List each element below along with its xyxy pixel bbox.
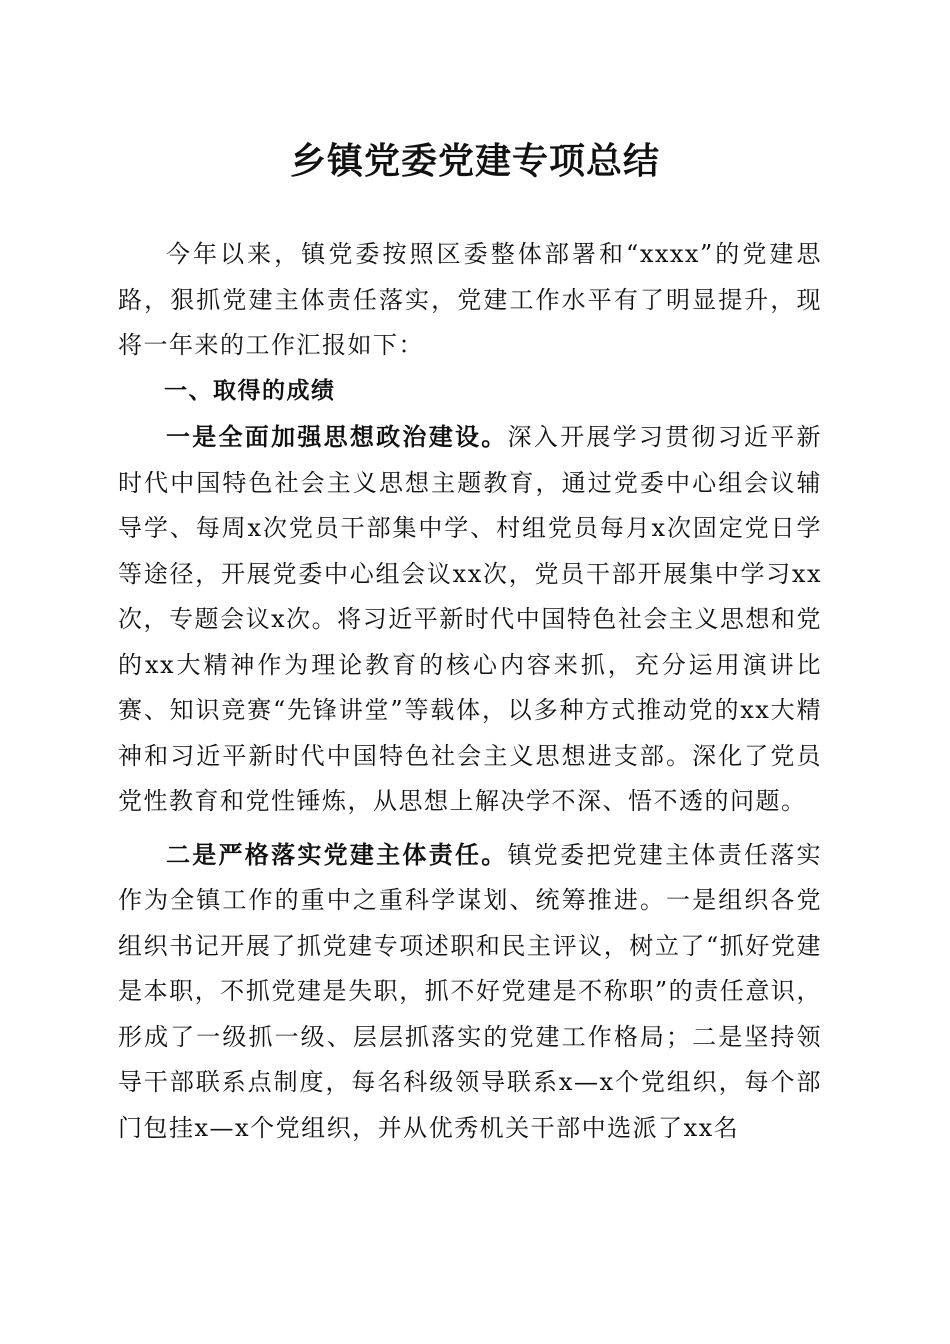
intro-paragraph: 今年以来，镇党委按照区委整体部署和“xxxx”的党建思路，狠抓党建主体责任落实，党建工作水平有了明显提升，现将一年来的工作汇报如下：	[118, 240, 822, 359]
document-title: 乡镇党委党建专项总结	[289, 140, 660, 182]
paragraph-1	[118, 414, 822, 825]
paragraph-2	[118, 832, 822, 1152]
paragraph-2-lead: 二是严格落实党建主体责任。	[166, 839, 508, 869]
document-body	[118, 232, 822, 1151]
paragraph-2-body: 镇党委把党建主体责任落实作为全镇工作的重中之重科学谋划、统筹推进。一是组织各党组织书记开展了抓党建专项述职和民主评议，树立了“抓好党建是本职，不抓党建是失职，抓不好党建是不称职”的责任意识，形成了一级抓一级、层层抓落实的党建工作格局；二是坚持领导干部联系点制度，每名科级领导联系x—x个党组织，每个部门包挂x—x个党组织，并从优秀机关干部中选派了xx名	[118, 840, 823, 1142]
paragraph-1-body: 深入开展学习贯彻习近平新时代中国特色社会主义思想主题教育，通过党委中心组会议辅导学、每周x次党员干部集中学、村组党员每月x次固定党日学等途径，开展党委中心组会议xx次，党员干部开展集中学习xx次，专题会议x次。将习近平新时代中国特色社会主义思想和党的xx大精神作为理论教育的核心内容来抓，充分运用演讲比赛、知识竞赛“先锋讲堂”等载体，以多种方式推动党的xx大精神和习近平新时代中国特色社会主义思想进支部。深化了党员党性教育和党性锤炼，从思想上解决学不深、悟不透的问题。	[118, 423, 823, 815]
section-heading: 一、取得的成绩	[164, 377, 336, 404]
paragraph-1-lead: 一是全面加强思想政治建设。	[166, 422, 508, 451]
